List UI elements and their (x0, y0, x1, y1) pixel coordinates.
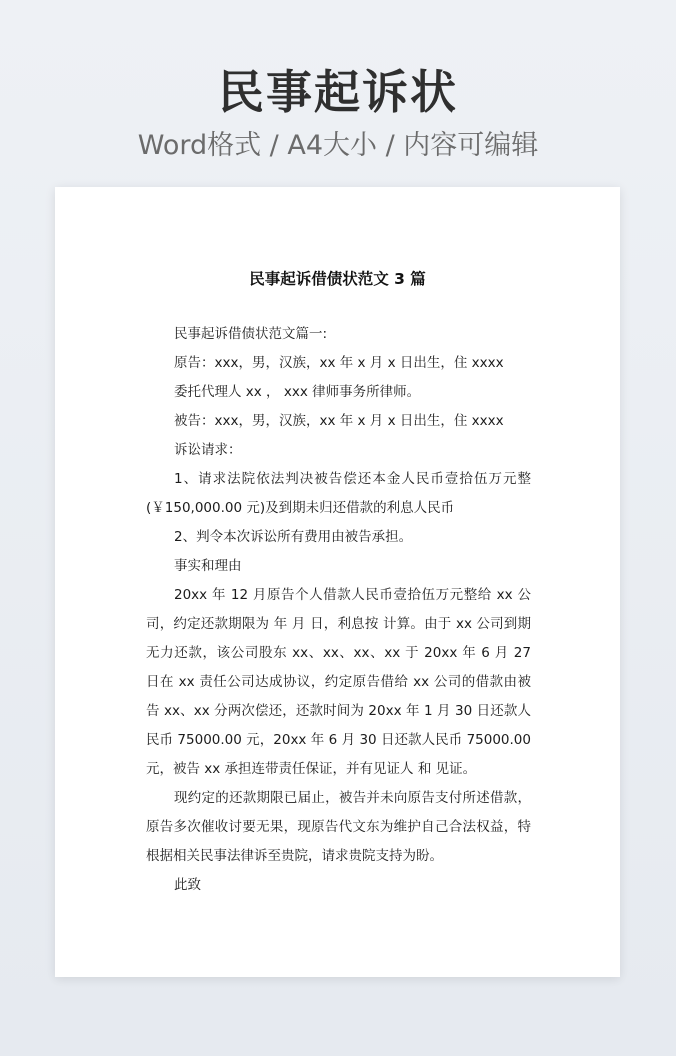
paragraph-current-status: 现约定的还款期限已届止，被告并未向原告支付所述借款，原告多次催收讨要无果，现原告代文东为维护自己合法权益，特根据相关民事法律诉至贵院，请求贵院支持为盼。 (146, 790, 531, 864)
paragraph-claim-2: 2、判令本次诉讼所有费用由被告承担。 (174, 529, 413, 545)
document-page (55, 187, 620, 977)
paragraph-closing: 此致 (174, 877, 201, 893)
paragraph-claims-heading: 诉讼请求： (174, 442, 242, 458)
document-title: 民事起诉借债状范文 3 篇 (249, 270, 426, 288)
banner-subtitle: Word格式 / A4大小 / 内容可编辑 (137, 130, 539, 161)
paragraph-facts-heading: 事实和理由 (174, 558, 242, 574)
paragraph-defendant: 被告：xxx，男，汉族，xx 年 x 月 x 日出生，住 xxxx (174, 413, 504, 429)
banner (0, 60, 676, 166)
banner-title: 民事起诉状 (218, 65, 458, 119)
paragraph-heading-part-one: 民事起诉借债状范文篇一: (174, 326, 328, 342)
paragraph-plaintiff: 原告：xxx，男，汉族，xx 年 x 月 x 日出生，住 xxxx (174, 355, 504, 371)
paragraph-agent: 委托代理人 xx ， xxx 律师事务所律师。 (174, 384, 421, 400)
paragraph-claim-1: 1、请求法院依法判决被告偿还本金人民币壹拾伍万元整(￥150,000.00 元)及到期未归还借款的利息人民币 (146, 471, 531, 516)
paragraph-facts-body: 20xx 年 12 月原告个人借款人民币壹拾伍万元整给 xx 公司，约定还款期限为 年 月 日，利息按 计算。由于 xx 公司到期无力还款，该公司股东 xx、xx、xx、xx 于 20xx 年 6 月 27 日在 xx 责任公司达成协议，约定原告借给 xx 公司的借款由被告 xx、xx 分两次偿还，还款时间为 20xx 年 1 月 30 日还款人民币 75000.00 元，20xx 年 6 月 30 日还款人民币 75000.00 元，被告 xx 承担连带责任保证，并有见证人 和 见证。 (146, 587, 531, 777)
document-body (146, 320, 531, 900)
